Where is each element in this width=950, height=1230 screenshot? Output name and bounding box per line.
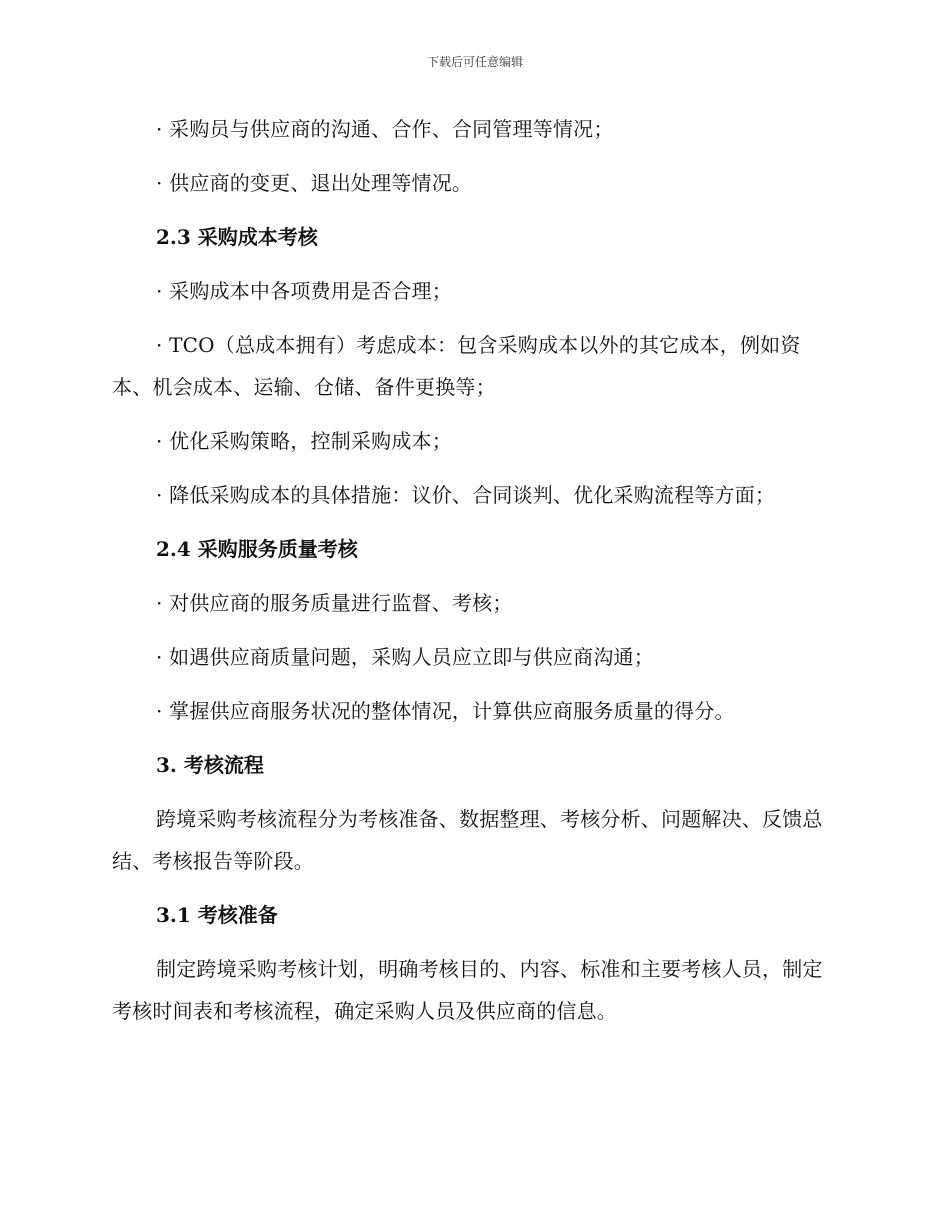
bullet-quality-score: · 掌握供应商服务状况的整体情况，计算供应商服务质量的得分。 <box>156 699 735 723</box>
bullet-supplier-change: · 供应商的变更、退出处理等情况。 <box>156 171 473 195</box>
section-heading-2-4: 2.4 采购服务质量考核 <box>156 537 358 561</box>
bullet-reduce-cost: · 降低采购成本的具体措施：议价、合同谈判、优化采购流程等方面； <box>156 483 776 507</box>
bullet-optimize-strategy: · 优化采购策略，控制采购成本； <box>156 429 452 453</box>
paragraph-process-overview: 跨境采购考核流程分为考核准备、数据整理、考核分析、问题解决、反馈总结、考核报告等阶段。 <box>112 807 823 873</box>
section-heading-3: 3. 考核流程 <box>156 753 264 777</box>
bullet-communication: · 采购员与供应商的沟通、合作、合同管理等情况； <box>156 117 614 141</box>
bullet-tco: · TCO（总成本拥有）考虑成本：包含采购成本以外的其它成本，例如资本、机会成本、运输、仓储、备件更换等； <box>112 333 801 399</box>
section-heading-2-3: 2.3 采购成本考核 <box>156 225 318 249</box>
bullet-supervise-quality: · 对供应商的服务质量进行监督、考核； <box>156 591 513 615</box>
document-body <box>112 108 832 1044</box>
page-header: 下载后可任意编辑 <box>426 55 523 69</box>
paragraph-preparation: 制定跨境采购考核计划，明确考核目的、内容、标准和主要考核人员，制定考核时间表和考核流程，确定采购人员及供应商的信息。 <box>112 957 823 1023</box>
section-heading-3-1: 3.1 考核准备 <box>156 903 278 927</box>
bullet-quality-issue: · 如遇供应商质量问题，采购人员应立即与供应商沟通； <box>156 645 654 669</box>
bullet-cost-reasonable: · 采购成本中各项费用是否合理； <box>156 279 452 303</box>
